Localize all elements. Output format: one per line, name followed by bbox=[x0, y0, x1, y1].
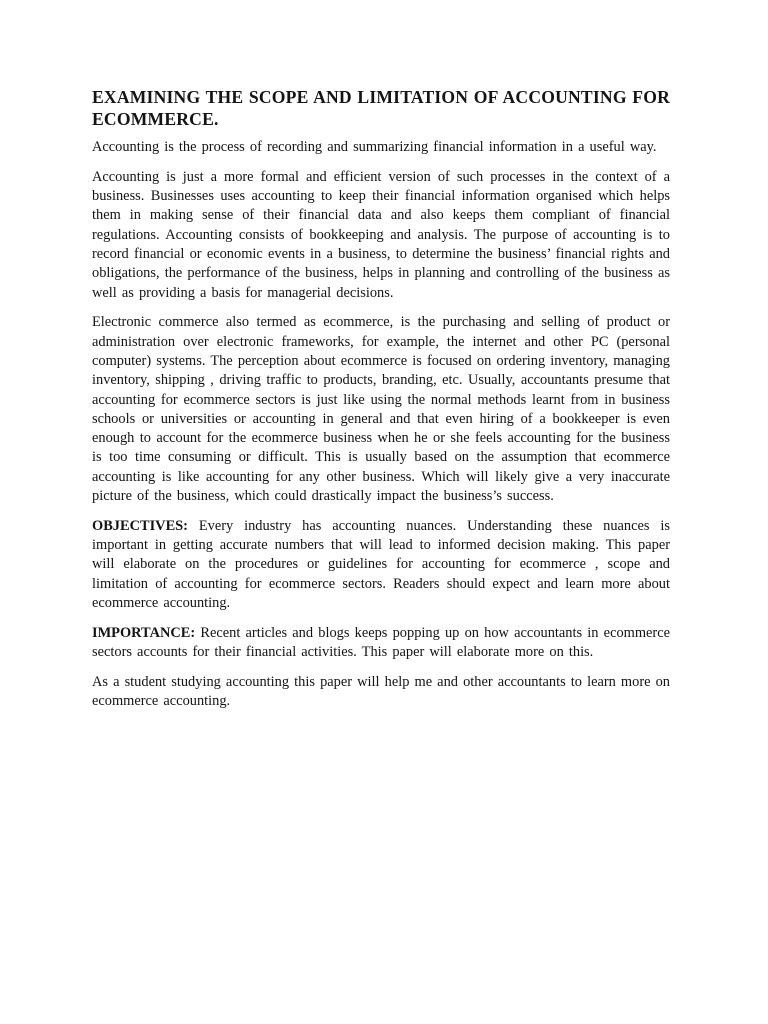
paragraph-student bbox=[92, 673, 670, 712]
paragraph-text: Every industry has accounting nuances. Understanding these nuances is important in getting accurate numbers that will lead to informed decision making. This paper will elaborate on the procedures or guidelines for accounting for ecommerce , scope and limitation of accounting for ecommerce sectors. Readers should expect and learn more about ecommerce accounting. bbox=[92, 517, 670, 612]
paragraph-text: Accounting is just a more formal and efficient version of such processes in the context of a business. Businesses uses accounting to keep their financial information organised which helps them in making sense of their financial data and also keeps them compliant of financial regulations. Accounting consists of bookkeeping and analysis. The purpose of accounting is to record financial or economic events in a business, to determine the business’ financial rights and obligations, the performance of the business, helps in planning and controlling of the business as well as providing a basis for managerial decisions. bbox=[92, 168, 670, 301]
objectives-label: OBJECTIVES: bbox=[92, 517, 188, 534]
paragraph-text: As a student studying accounting this paper will help me and other accountants to learn more on ecommerce accounting. bbox=[92, 673, 670, 710]
paragraph-text: Recent articles and blogs keeps popping up on how accountants in ecommerce sectors accounts for their financial activities. This paper will elaborate more on this. bbox=[92, 624, 670, 661]
importance-label: IMPORTANCE: bbox=[92, 624, 196, 641]
paragraph-ecommerce bbox=[92, 313, 670, 506]
document-page bbox=[92, 86, 670, 722]
paragraph-definition bbox=[92, 138, 670, 157]
paragraph-objectives bbox=[92, 517, 670, 613]
paragraph-text: Accounting is the process of recording and summarizing financial information in a useful way. bbox=[92, 139, 657, 155]
paragraph-text: Electronic commerce also termed as ecommerce, is the purchasing and selling of product or administration over electronic frameworks, for example, the internet and other PC (personal computer) systems. The perception about ecommerce is focused on ordering inventory, managing inventory, shipping , driving traffic to products, branding, etc. Usually, accountants presume that accounting for ecommerce sectors is just like using the normal methods learnt from in business schools or universities or accounting in general and that even hiring of a bookkeeper is even enough to account for the ecommerce business when he or she feels accounting for the business is too time consuming or difficult. This is usually based on the assumption that ecommerce accounting is like accounting for any other business. Which will likely give a very inaccurate picture of the business, which could drastically impact the business’s success. bbox=[92, 314, 670, 505]
paragraph-accounting-business bbox=[92, 168, 670, 303]
document-title: EXAMINING THE SCOPE AND LIMITATION OF ACCOUNTING FOR ECOMMERCE. bbox=[92, 87, 670, 129]
paragraph-importance bbox=[92, 624, 670, 663]
